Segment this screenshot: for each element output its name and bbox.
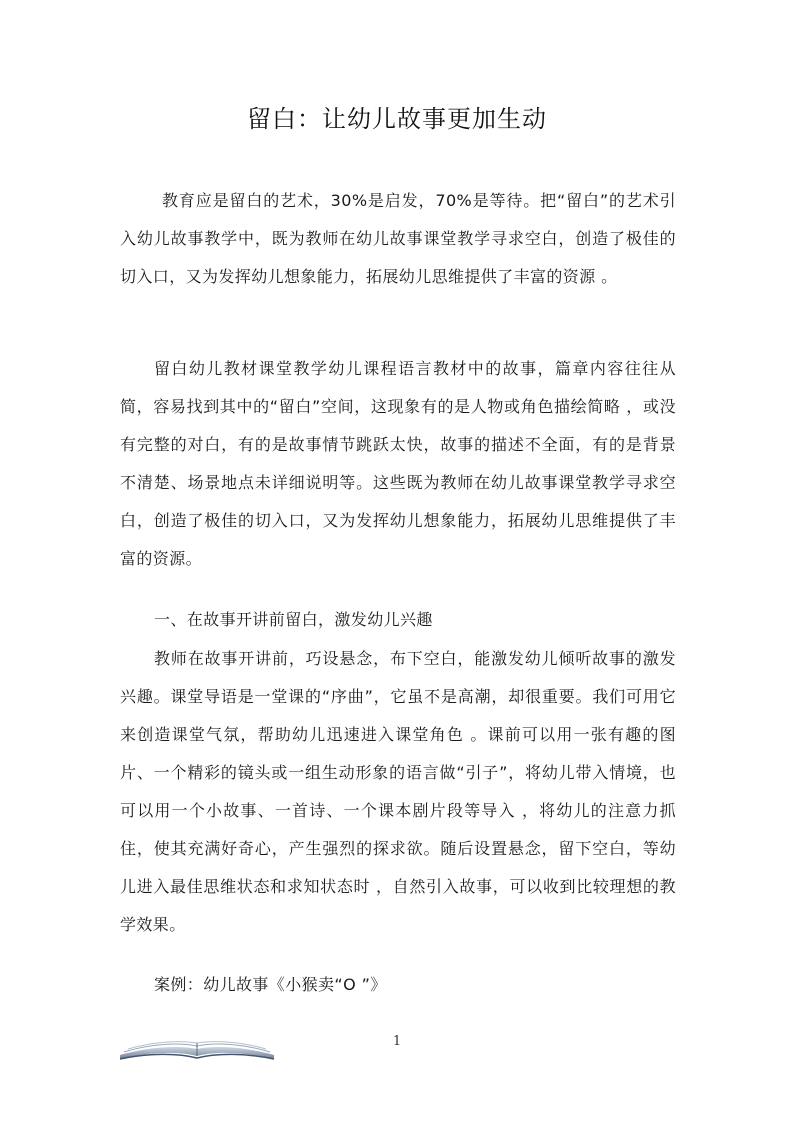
paragraph-case-example: 案例：幼儿故事《小猴卖“O ”》 — [154, 975, 387, 994]
paragraph-liubai-description: 留白幼儿教材课堂教学幼儿课程语言教材中的故事，篇章内容往往从简，容易找到其中的“留白”空间，这现象有的是人物或角色描绘简略 ，或没有完整的对白，有的是故事情节跳跃太快，故事的描述不全面，有的是背景不清楚、场景地点未详细说明等。这些既为教师在幼儿故事课堂教学寻求空白，创造了极佳的切入口，又为发挥幼儿想象能力，拓展幼儿思维提供了丰富的资源。 — [120, 359, 676, 568]
paragraph-section-1: 教师在故事开讲前，巧设悬念，布下空白，能激发幼儿倾听故事的激发兴趣。课堂导语是一堂课的“序曲”，它虽不是高潮，却很重要。我们可用它来创造课堂气氛，帮助幼儿迅速进入课堂角色 。课前可以用一张有趣的图片、一个精彩的镜头或一组生动形象的语言做“引子”，将幼儿带入情境，也可以用一个小故事、一首诗、一个课本剧片段等导入 ，将幼儿的注意力抓住，使其充满好奇心，产生强烈的探求欲。随后设置悬念，留下空白，等幼儿进入最佳思维状态和求知状态时 ，自然引入故事，可以收到比较理想的教学效果。 — [120, 649, 676, 934]
open-book-icon — [118, 1031, 276, 1061]
page-number: 1 — [392, 1034, 402, 1049]
document-title: 留白：让幼儿故事更加生动 — [247, 105, 547, 133]
paragraph-intro: 教育应是留白的艺术，30%是启发，70%是等待。把“留白”的艺术引入幼儿故事教学中，既为教师在幼儿故事课堂教学寻求空白，创造了极佳的切入口，又为发挥幼儿想象能力，拓展幼儿思维提供了丰富的资源 。 — [120, 191, 676, 286]
section-heading-1: 一、在故事开讲前留白，激发幼儿兴趣 — [154, 610, 433, 629]
